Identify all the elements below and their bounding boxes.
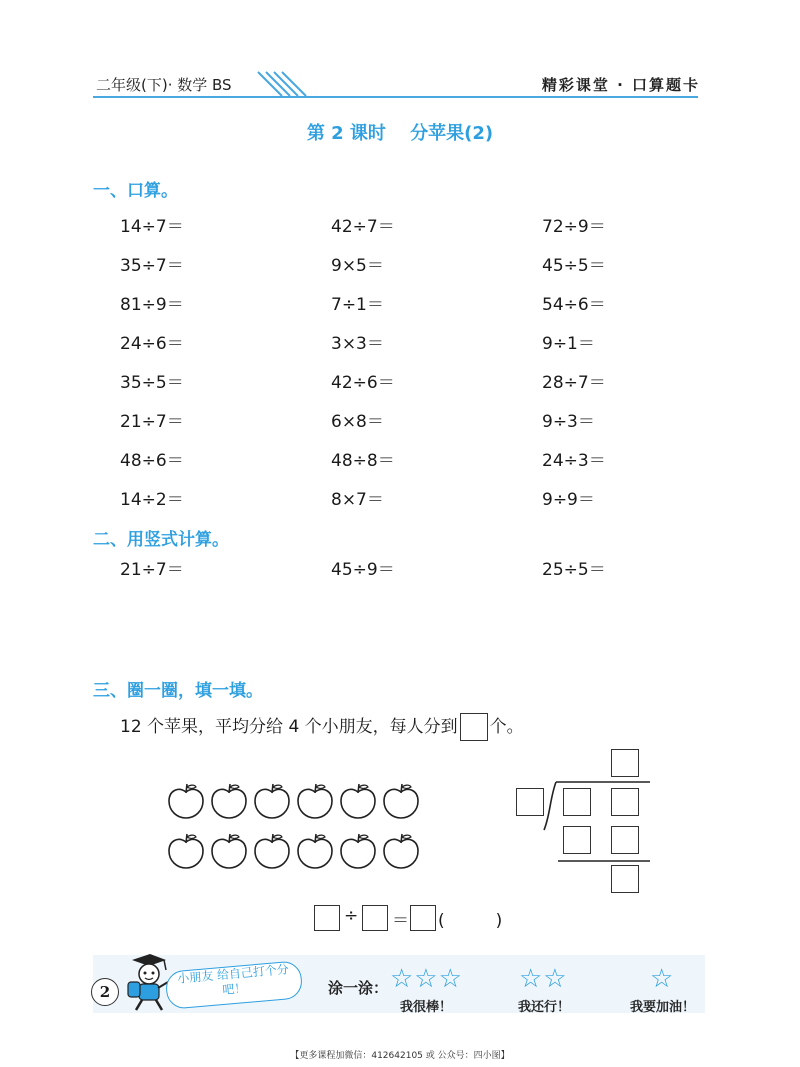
bottom-notice: 【更多课程加微信：412642105 或 公众号：四小图】 <box>290 1051 510 1061</box>
grade-subject-label: 二年级(下)· 数学 BS <box>96 76 232 94</box>
problem: 9÷9＝ <box>542 490 595 510</box>
equation-dividend-box[interactable] <box>314 905 340 931</box>
problem: 14÷7＝ <box>120 217 184 237</box>
word-problem-unit: 个。 <box>489 717 524 737</box>
problem: 48÷6＝ <box>120 451 184 471</box>
rating-label: 涂一涂： <box>328 979 389 997</box>
answer-blank[interactable] <box>460 713 488 741</box>
rating-caption: 我要加油！ <box>630 1000 696 1015</box>
lesson-title: 第 2 课时 分苹果(2) <box>306 123 494 144</box>
product-ones-box[interactable] <box>611 826 639 854</box>
header-rule <box>93 96 698 98</box>
equation-divisor-box[interactable] <box>362 905 388 931</box>
section-1-title: 一、口算。 <box>93 181 178 201</box>
word-problem <box>120 712 524 741</box>
series-title: 精彩课堂 · 口算题卡 <box>541 76 700 94</box>
apple-icon <box>384 784 418 818</box>
problem: 42÷7＝ <box>331 217 395 237</box>
problem: 24÷6＝ <box>120 334 184 354</box>
section-2-title: 二、用竖式计算。 <box>93 530 229 550</box>
problem: 42÷6＝ <box>331 373 395 393</box>
apple-icon <box>341 834 375 868</box>
section-3-title: 三、圈一圈，填一填。 <box>93 681 263 701</box>
problem: 28÷7＝ <box>542 373 606 393</box>
problem: 14÷2＝ <box>120 490 184 510</box>
apple-icon <box>255 784 289 818</box>
problem: 54÷6＝ <box>542 295 606 315</box>
apple-icon <box>384 834 418 868</box>
page-number: 2 <box>91 978 119 1006</box>
vertical-calc-problem: 25÷5＝ <box>542 560 606 580</box>
dividend-tens-box[interactable] <box>563 788 591 816</box>
problem: 81÷9＝ <box>120 295 184 315</box>
problem: 21÷7＝ <box>120 412 184 432</box>
star-icon[interactable]: ☆ <box>650 964 675 994</box>
problem: 72÷9＝ <box>542 217 606 237</box>
problem: 6×8＝ <box>331 412 384 432</box>
apple-icon <box>212 784 246 818</box>
apple-icon <box>298 784 332 818</box>
apple-icon <box>169 834 203 868</box>
rating-caption: 我很棒！ <box>400 1000 453 1015</box>
divisor-box[interactable] <box>516 788 544 816</box>
unit-parentheses[interactable]: ( ) <box>438 911 503 931</box>
problem: 35÷7＝ <box>120 256 184 276</box>
problem: 8×7＝ <box>331 490 384 510</box>
problem: 9×5＝ <box>331 256 384 276</box>
problem: 35÷5＝ <box>120 373 184 393</box>
problem: 9÷1＝ <box>542 334 595 354</box>
student-mascot-icon <box>120 952 172 1014</box>
star-icon[interactable]: ☆☆ <box>519 964 568 994</box>
rating-caption: 我还行！ <box>518 1000 571 1015</box>
problem: 24÷3＝ <box>542 451 606 471</box>
problem: 7÷1＝ <box>331 295 384 315</box>
vertical-calc-problem: 21÷7＝ <box>120 560 184 580</box>
apple-icon <box>212 834 246 868</box>
star-icon[interactable]: ☆☆☆ <box>390 964 463 994</box>
product-tens-box[interactable] <box>563 826 591 854</box>
division-sign: ÷ <box>344 906 359 926</box>
quotient-box[interactable] <box>611 749 639 777</box>
problem: 48÷8＝ <box>331 451 395 471</box>
apple-icon <box>169 784 203 818</box>
problem: 45÷5＝ <box>542 256 606 276</box>
apple-icon <box>298 834 332 868</box>
apple-icon <box>341 784 375 818</box>
apple-icon <box>255 834 289 868</box>
problem: 3×3＝ <box>331 334 384 354</box>
problem: 9÷3＝ <box>542 412 595 432</box>
encouragement-bubble: 小朋友 给自己打个分吧！ <box>165 960 304 1010</box>
remainder-box[interactable] <box>611 865 639 893</box>
vertical-calc-problem: 45÷9＝ <box>331 560 395 580</box>
dividend-ones-box[interactable] <box>611 788 639 816</box>
equals-sign: ＝ <box>392 911 409 931</box>
word-problem-text: 12 个苹果，平均分给 4 个小朋友，每人分到 <box>120 717 458 737</box>
apples-group <box>160 778 430 878</box>
equation-quotient-box[interactable] <box>410 905 436 931</box>
header-stripes-decoration <box>248 70 308 98</box>
